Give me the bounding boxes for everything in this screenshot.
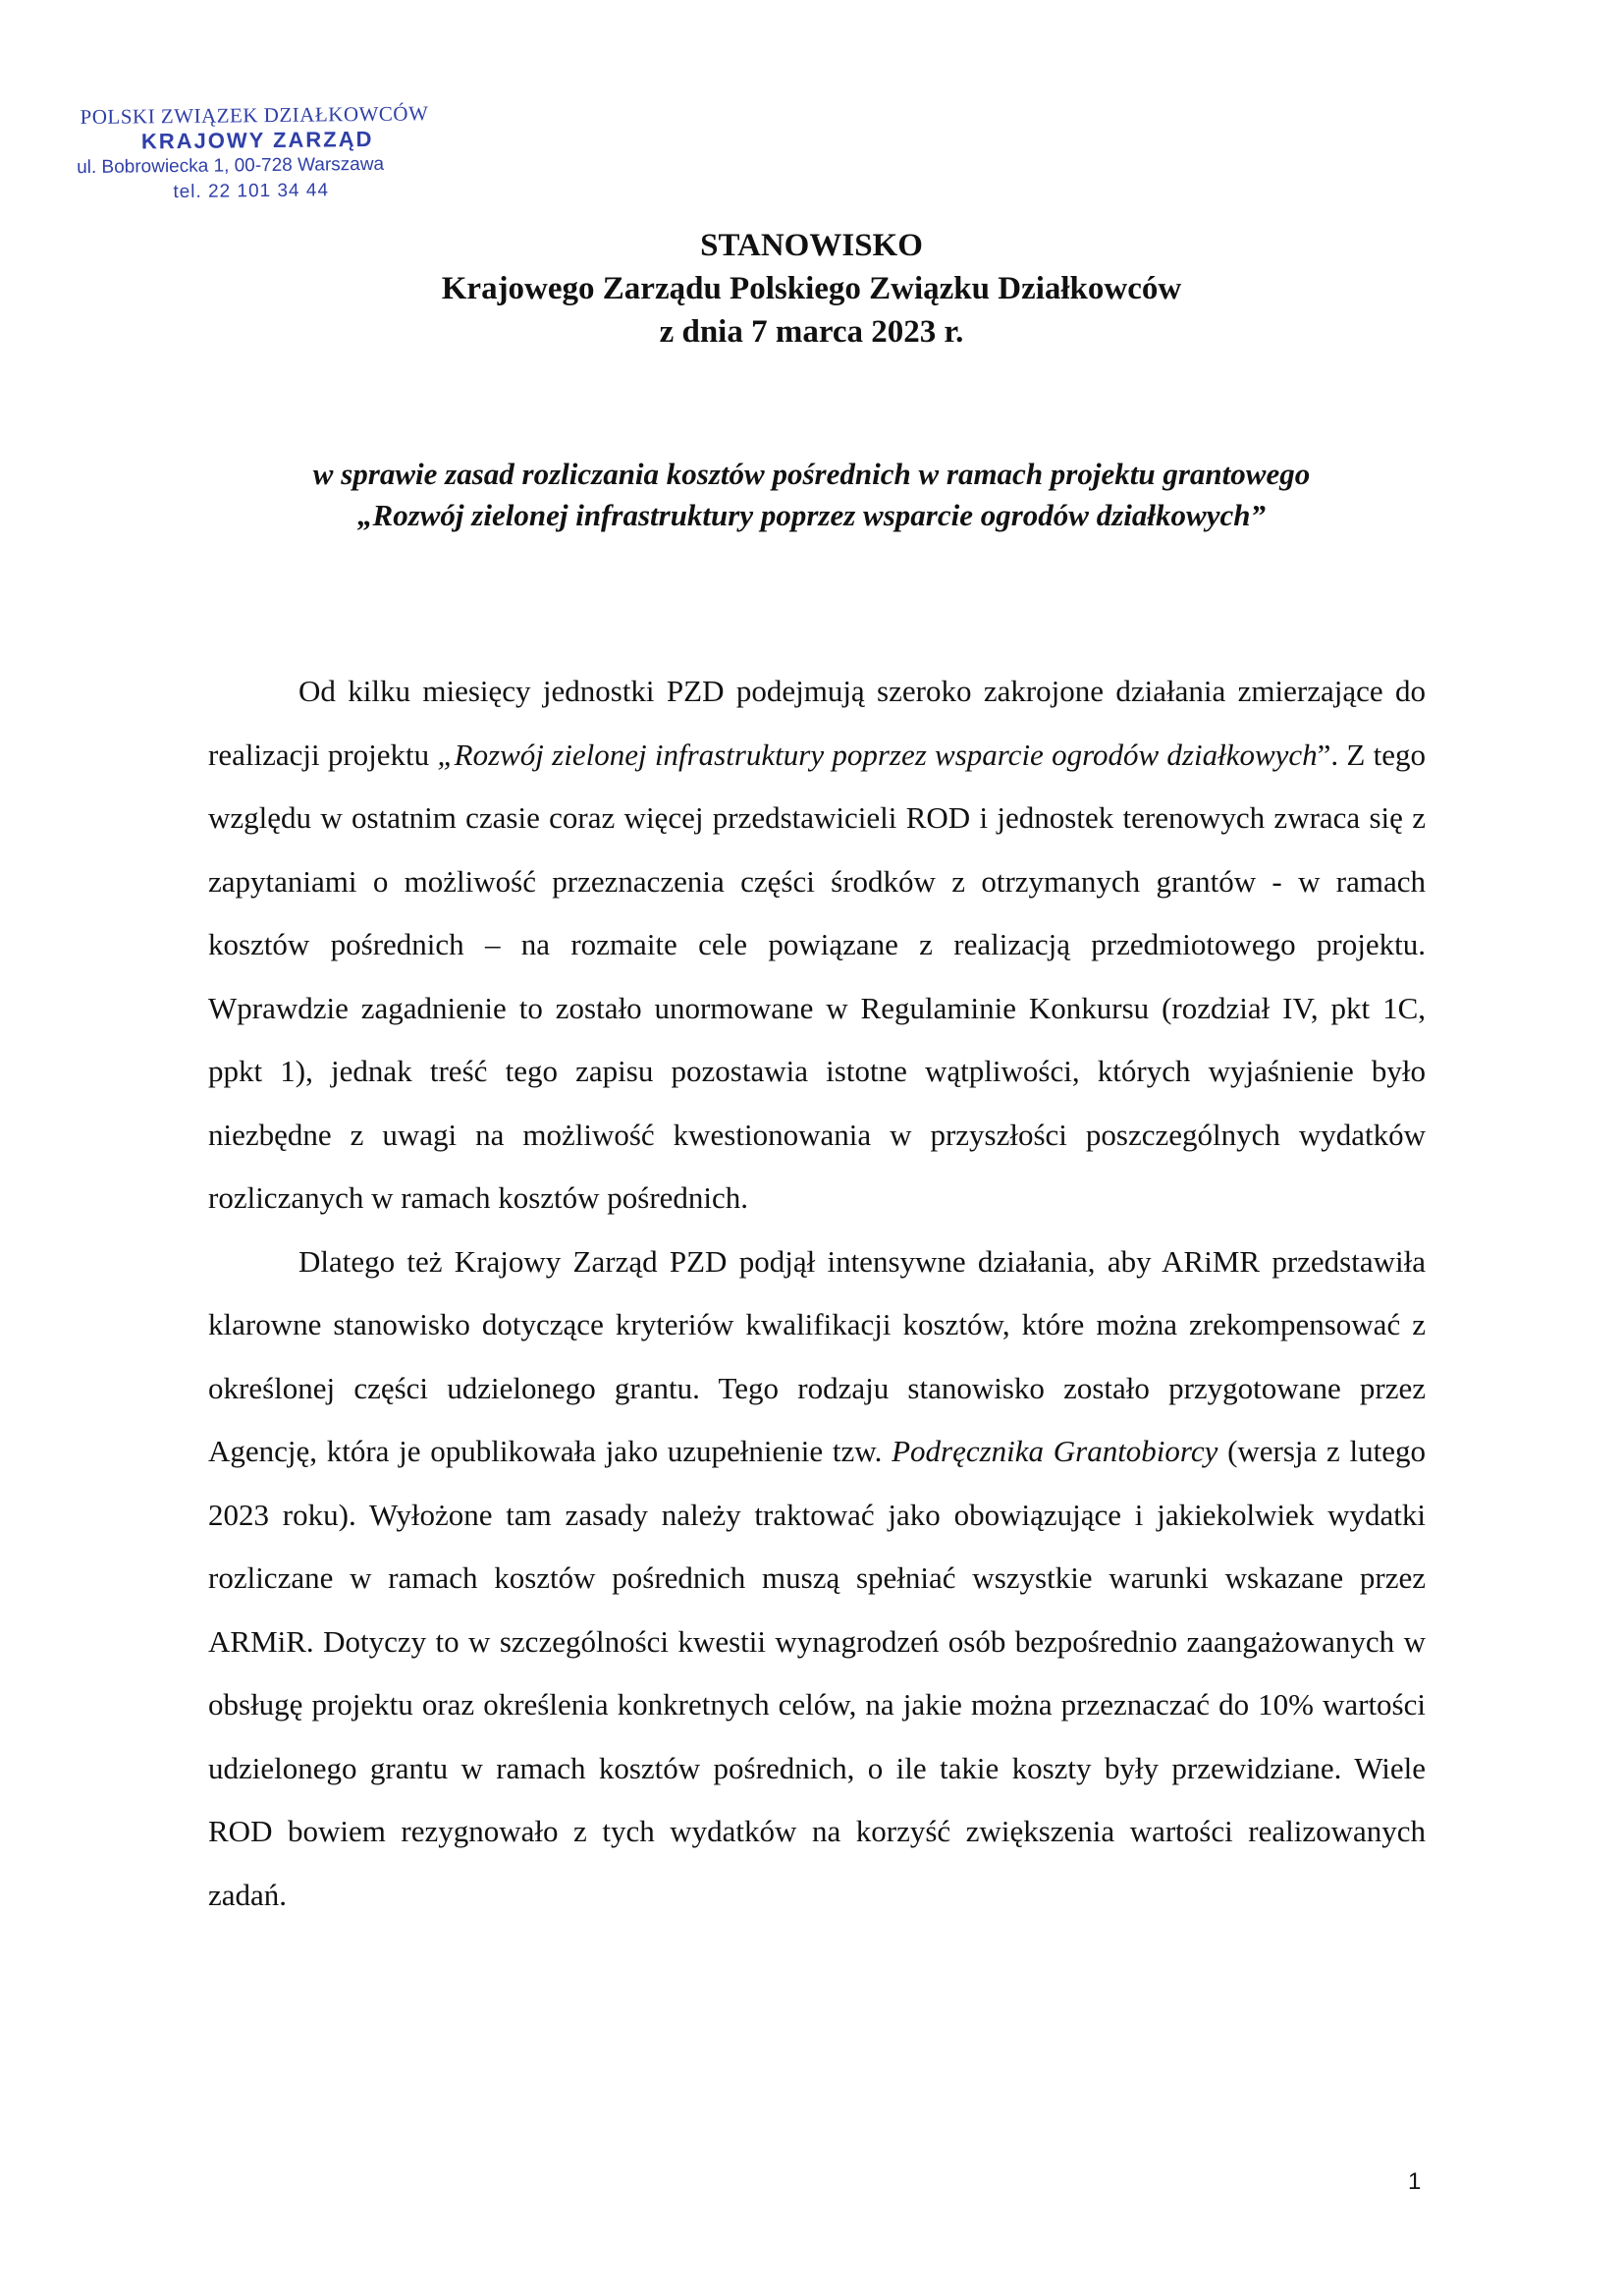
project-name-italic: „Rozwój zielonej infrastruktury poprzez wsparcie ogrodów działkowych (437, 737, 1318, 772)
document-date: z dnia 7 marca 2023 r. (659, 314, 964, 350)
stamp-phone: tel. 22 101 34 44 (173, 180, 330, 203)
organization-stamp (76, 100, 469, 206)
stamp-board-name: KRAJOWY ZARZĄD (140, 126, 374, 154)
subject-line-1: w sprawie zasad rozliczania kosztów pośrednich w ramach projektu grantowego (312, 457, 1311, 491)
document-body (208, 660, 1426, 1927)
paragraph-1-text-end: ”. Z tego względu w ostatnim czasie coraz więcej przedstawicieli ROD i jednostek terenowych zwraca się z zapytaniami o możliwość przeznaczenia części środków z otrzymanych grantów - w ramach kosztów pośrednich – na rozmaite cele powiązane z realizacją przedmiotowego projektu. Wprawdzie zagadnienie to zostało unormowane w Regulaminie Konkursu (rozdział IV, pkt 1C, ppkt 1), jednak treść tego zapisu pozostawia istotne wątpliwości, których wyjaśnienie było niezbędne z uwagi na możliwość kwestionowania w przyszłości poszczególnych wydatków rozliczanych w ramach kosztów pośrednich. (208, 737, 1426, 1215)
paragraph-1-text-start: Od kilku miesięcy jednostki PZD podejmują szeroko zakrojone działania zmierzające do realizacji projektu (208, 674, 1426, 772)
subject-line-2: „Rozwój zielonej infrastruktury poprzez wsparcie ogrodów działkowych” (357, 498, 1266, 532)
paragraph-2-text-end: (wersja z lutego 2023 roku). Wyłożone tam zasady należy traktować jako obowiązujące i jakiekolwiek wydatki rozliczane w ramach kosztów pośrednich muszą spełniać wszystkie warunki wskazane przez ARMiR. Dotyczy to w szczególności kwestii wynagrodzeń osób bezpośrednio zaangażowanych w obsługę projektu oraz określenia konkretnych celów, na jakie można przeznaczać do 10% wartości udzielonego grantu w ramach kosztów pośrednich, o ile takie koszty były przewidziane. Wiele ROD bowiem rezygnowało z tych wydatków na korzyść zwiększenia wartości realizowanych zadań. (208, 1434, 1426, 1912)
document-issuer: Krajowego Zarządu Polskiego Związku Działkowców (441, 271, 1182, 306)
handbook-name-italic: Podręcznika Grantobiorcy (892, 1434, 1218, 1468)
stamp-address: ul. Bobrowiecka 1, 00-728 Warszawa (77, 153, 385, 179)
document-title: STANOWISKO (700, 228, 923, 263)
paragraph-1 (208, 660, 1426, 1230)
document-header (0, 224, 1623, 354)
document-subject (0, 454, 1623, 536)
paragraph-2 (208, 1230, 1426, 1928)
page-number: 1 (1408, 2168, 1422, 2195)
paragraph-2-text-start: Dlatego też Krajowy Zarząd PZD podjął intensywne działania, aby ARiMR przedstawiła klarowne stanowisko dotyczące kryteriów kwalifikacji kosztów, które można zrekompensować z określonej części udzielonego grantu. Tego rodzaju stanowisko zostało przygotowane przez Agencję, która je opublikowała jako uzupełnienie tzw. (208, 1243, 1426, 1468)
stamp-organization-name: POLSKI ZWIĄZEK DZIAŁKOWCÓW (80, 101, 429, 130)
